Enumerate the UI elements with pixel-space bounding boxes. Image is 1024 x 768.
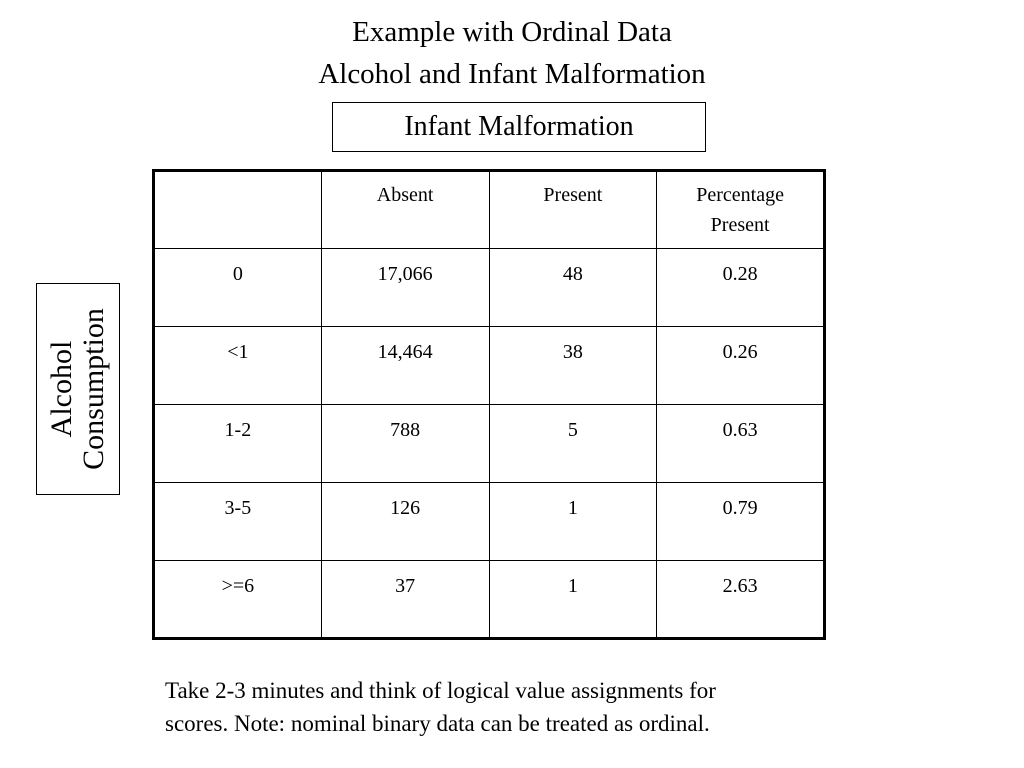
absent-cell: 788 <box>321 405 489 483</box>
table-row <box>154 405 825 483</box>
column-variable-label: Infant Malformation <box>332 102 706 152</box>
slide-title-line-1: Example with Ordinal Data <box>352 16 672 48</box>
row-label-cell: 3-5 <box>154 483 322 561</box>
table-header-corner <box>154 171 322 249</box>
present-cell: 1 <box>489 483 657 561</box>
present-cell: 38 <box>489 327 657 405</box>
absent-cell: 17,066 <box>321 249 489 327</box>
absent-cell: 37 <box>321 561 489 639</box>
table-header-percentage-present <box>657 171 825 249</box>
slide-title-line-2: Alcohol and Infant Malformation <box>318 58 706 90</box>
percentage-cell: 0.63 <box>657 405 825 483</box>
contingency-table <box>152 169 826 640</box>
table-row <box>154 249 825 327</box>
table-header-percentage-line-2: Present <box>710 214 770 236</box>
row-label-cell: 1-2 <box>154 405 322 483</box>
percentage-cell: 2.63 <box>657 561 825 639</box>
present-cell: 1 <box>489 561 657 639</box>
present-cell: 48 <box>489 249 657 327</box>
table-header-present: Present <box>489 171 657 249</box>
table-row <box>154 327 825 405</box>
percentage-cell: 0.28 <box>657 249 825 327</box>
row-variable-box <box>36 283 120 495</box>
row-label-cell: <1 <box>154 327 322 405</box>
absent-cell: 14,464 <box>321 327 489 405</box>
instruction-note <box>165 674 885 740</box>
row-variable-label-line-2: Consumption <box>77 308 110 470</box>
row-variable-label <box>46 308 110 470</box>
row-label-cell: >=6 <box>154 561 322 639</box>
instruction-note-line-1: Take 2-3 minutes and think of logical value assignments for <box>165 678 716 703</box>
percentage-cell: 0.79 <box>657 483 825 561</box>
table-row <box>154 561 825 639</box>
row-label-cell: 0 <box>154 249 322 327</box>
present-cell: 5 <box>489 405 657 483</box>
percentage-cell: 0.26 <box>657 327 825 405</box>
absent-cell: 126 <box>321 483 489 561</box>
row-variable-label-line-1: Alcohol <box>45 340 78 438</box>
table-header-row <box>154 171 825 249</box>
table-header-absent: Absent <box>321 171 489 249</box>
table-header-percentage-line-1: Percentage <box>696 184 784 206</box>
instruction-note-line-2: scores. Note: nominal binary data can be treated as ordinal. <box>165 711 710 736</box>
table-row <box>154 483 825 561</box>
